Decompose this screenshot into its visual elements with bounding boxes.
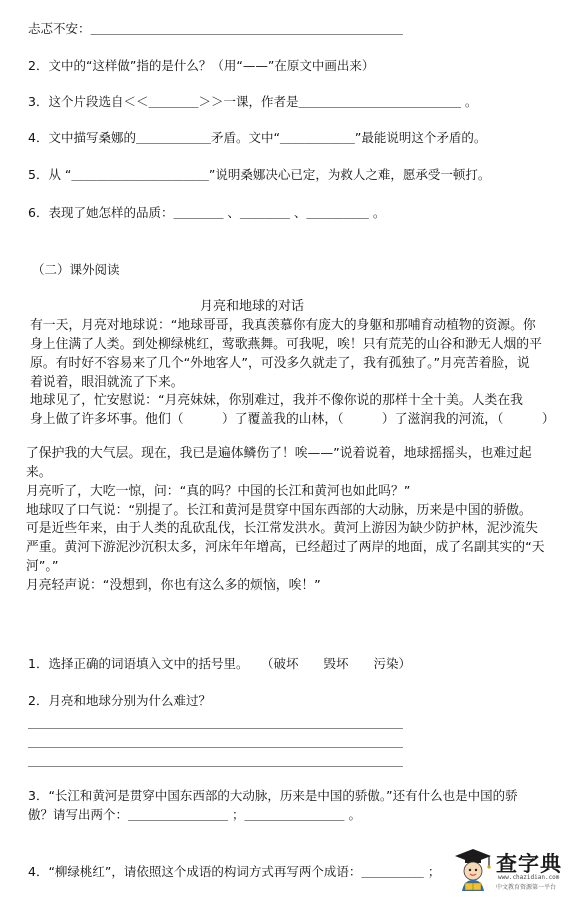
question-2: 2．文中的“这样做”指的是什么？（用“——”在原文中画出来） [28,58,375,73]
answer-line: ＿＿＿＿＿＿＿＿＿＿＿＿＿＿＿＿＿＿＿＿＿＿＿＿＿＿＿＿＿＿ [28,753,404,768]
question-3: 3．这个片段选自＜＜＿＿＿＿＞＞一课，作者是＿＿＿＿＿＿＿＿＿＿＿＿＿ 。 [28,94,478,109]
passage-line: 河”。” [26,559,59,574]
passage-line: 身上住满了人类。到处柳绿桃红，莺歌燕舞。可我呢，唉！只有荒芜的山谷和渺无人烟的平 [30,337,542,352]
reading-question-1: 1．选择正确的词语填入文中的括号里。 （破坏 毁坏 污染） [28,656,411,671]
reading-question-3-cont: 傲？请写出两个：＿＿＿＿＿＿＿＿ ；＿＿＿＿＿＿＿＿ 。 [28,807,361,822]
reading-question-2: 2．月亮和地球分别为什么难过？ [28,693,211,708]
logo-slogan: 中文教育资源第一平台 [496,884,557,891]
site-logo [452,846,570,892]
passage-line: 着说着，眼泪就流了下来。 [30,375,184,390]
passage-line: 有一天，月亮对地球说：“地球哥哥，我真羡慕你有庞大的身躯和那哺育动植物的资源。你 [30,318,536,333]
passage-line: 月亮听了，大吃一惊，问：“真的吗？中国的长江和黄河也如此吗？” [26,484,411,499]
mascot-icon [452,846,494,892]
answer-line: ＿＿＿＿＿＿＿＿＿＿＿＿＿＿＿＿＿＿＿＿＿＿＿＿＿＿＿＿＿＿ [28,715,404,730]
answer-line: ＿＿＿＿＿＿＿＿＿＿＿＿＿＿＿＿＿＿＿＿＿＿＿＿＿＿＿＿＿＿ [28,734,404,749]
passage-line: 地球叹了口气说：“别提了。长江和黄河是贯穿中国东西部的大动脉，历来是中国的骄傲。 [26,503,532,518]
passage-line: 来。 [26,465,52,480]
reading-question-3: 3．“长江和黄河是贯穿中国东西部的大动脉，历来是中国的骄傲。”还有什么也是中国的骄 [28,788,518,803]
passage-line: 月亮轻声说：“没想到，你也有这么多的烦恼，唉！” [26,578,321,593]
question-4: 4．文中描写桑娜的＿＿＿＿＿＿矛盾。文中“＿＿＿＿＿＿”最能说明这个矛盾的。 [28,130,487,145]
logo-url: www.chazidian.com [498,874,560,881]
question-5: 5．从 “＿＿＿＿＿＿＿＿＿＿＿”说明桑娜决心已定，为救人之难，愿承受一顿打。 [28,167,491,182]
question-6: 6．表现了她怎样的品质：＿＿＿＿ 、＿＿＿＿ 、＿＿＿＿＿ 。 [28,205,386,220]
passage-title: 月亮和地球的对话 [200,299,305,314]
reading-question-4: 4．“柳绿桃红”，请依照这个成语的构词方式再写两个成语：＿＿＿＿＿ ； [28,864,441,879]
passage-line: 原。有时好不容易来了几个“外地客人”，可没多久就走了，我有孤独了。”月亮苦着脸，说 [30,356,530,371]
passage-line: 地球见了，忙安慰说：“月亮妹妹，你别难过，我并不像你说的那样十全十美。人类在我 [30,393,523,408]
passage-line: 了保护我的大气层。现在，我已是遍体鳞伤了！唉——”说着说着，地球摇摇头，也难过起 [26,446,532,461]
logo-name: 查字典 [496,852,562,876]
line-word-explanation: 忐忑不安：＿＿＿＿＿＿＿＿＿＿＿＿＿＿＿＿＿＿＿＿＿＿＿＿＿ [28,21,404,36]
section-heading: （二）课外阅读 [32,262,120,277]
passage-line: 严重。黄河下游泥沙沉积太多，河床年年增高，已经超过了两岸的地面，成了名副其实的“天 [26,540,545,555]
passage-line: 可是近些年来，由于人类的乱砍乱伐，长江常发洪水。黄河上游因为缺少防护林，泥沙流失 [26,521,538,536]
passage-line: 身上做了许多坏事。他们（ ）了覆盖我的山林，（ ）了滋润我的河流，（ ） [30,412,555,427]
